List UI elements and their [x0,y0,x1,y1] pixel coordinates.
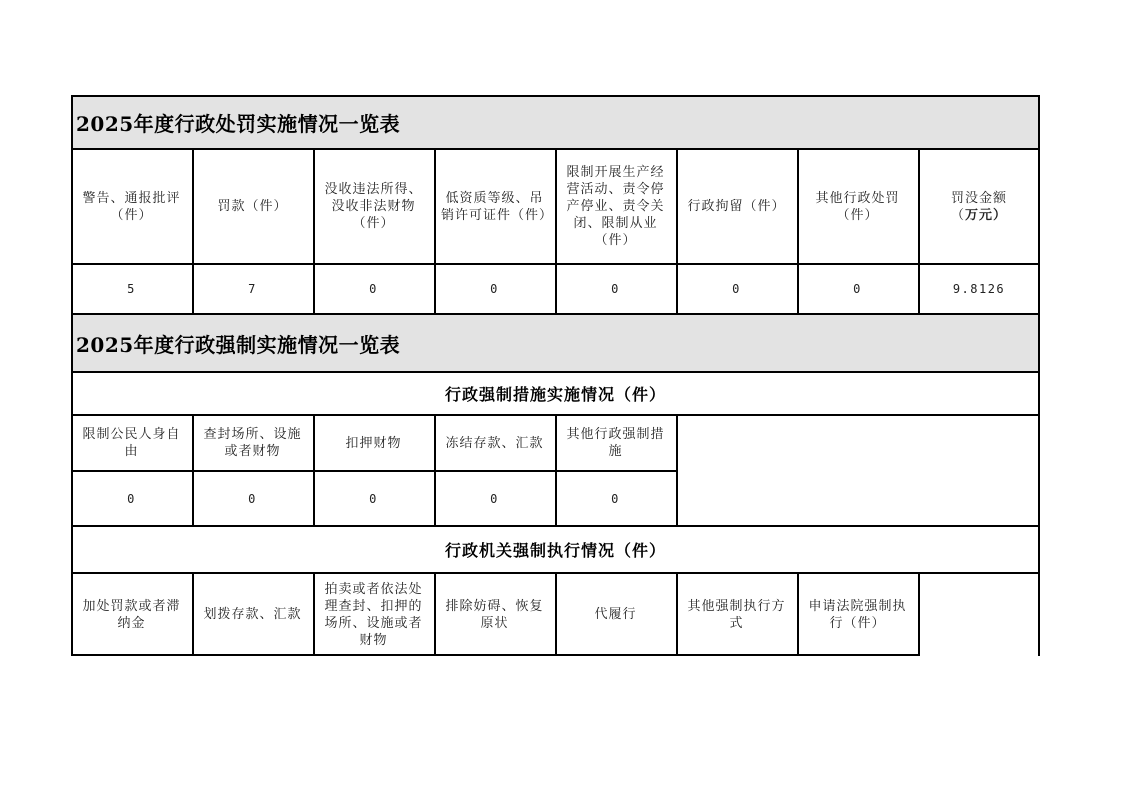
header-seal-up: 查封场所、设施或者财物 [203,427,302,459]
header-late-fee: 加处罚款或者滞纳金 [82,598,181,631]
coercive-measures-heading: 行政强制措施实施情况（件） [444,385,666,404]
rule [555,414,557,526]
value-restrict-liberty: 0 [127,491,136,506]
header-penalty-amount [918,149,1040,264]
rule [676,148,678,314]
value-warning: 5 [127,282,136,296]
rule [313,572,315,656]
rule [918,572,920,656]
value-other-measures: 0 [611,491,620,506]
penalty-table-title: 2025年度行政处罚实施情况一览表 [71,95,1040,149]
header-confiscation: 没收违法所得、没收非法财物（件） [324,182,423,231]
rule [71,470,676,472]
value-seal-up: 0 [248,491,257,506]
rule-left [71,95,73,656]
header-license-revocation: 低资质等级、吊销许可证件（件） [441,190,554,223]
header-penalty-amount-unit: 万元） [965,207,1008,223]
rule [313,148,315,314]
rule [313,414,315,526]
header-other-measures: 其他行政强制措施 [566,427,665,459]
rule [676,414,678,526]
rule [192,414,194,526]
rule [71,371,1040,373]
rule-bottom [71,654,919,656]
value-seize-property: 0 [369,491,378,506]
rule [918,148,920,314]
value-other-penalty: 0 [853,282,862,296]
header-freeze-deposits: 冻结存款、汇款 [445,435,544,451]
header-remove-obstruction: 排除妨碍、恢复原状 [445,598,544,631]
rule [555,148,557,314]
header-warning: 警告、通报批评（件） [82,190,181,223]
header-business-restriction: 限制开展生产经营活动、责令停产停业、责令关闭、限制从业（件） [566,165,665,248]
header-other-enforcement: 其他强制执行方式 [687,598,786,631]
rule [676,572,678,656]
rule-right [1038,95,1040,656]
header-court-enforcement: 申请法院强制执行（件） [808,598,907,631]
header-penalty-amount-prefix: 罚没金额（ [950,190,1007,223]
header-fine: 罚款（件） [217,199,288,214]
rule [434,414,436,526]
header-auction: 拍卖或者依法处理查封、扣押的场所、设施或者财物 [324,581,423,648]
rule [797,572,799,656]
value-confiscation: 0 [369,282,378,296]
value-detention: 0 [732,282,741,296]
header-substitute-performance: 代履行 [594,607,637,622]
header-detention: 行政拘留（件） [687,199,786,214]
value-fine: 7 [248,282,257,296]
value-freeze-deposits: 0 [490,491,499,506]
enforcement-heading: 行政机关强制执行情况（件） [444,541,666,560]
header-seize-property: 扣押财物 [345,435,402,451]
rule [434,572,436,656]
rule [192,572,194,656]
header-other-penalty: 其他行政处罚（件） [815,190,900,223]
rule [434,148,436,314]
rule [797,148,799,314]
value-license-revocation: 0 [490,282,499,296]
report-sheet [71,95,1040,656]
rule-top [71,95,1040,97]
coercion-table-title: 2025年度行政强制实施情况一览表 [71,314,1040,372]
rule [555,572,557,656]
header-restrict-liberty: 限制公民人身自由 [82,427,181,459]
header-transfer-deposits: 划拨存款、汇款 [203,607,302,622]
rule [192,148,194,314]
value-penalty-amount: 9.8126 [952,282,1006,296]
value-business-restriction: 0 [611,282,620,296]
